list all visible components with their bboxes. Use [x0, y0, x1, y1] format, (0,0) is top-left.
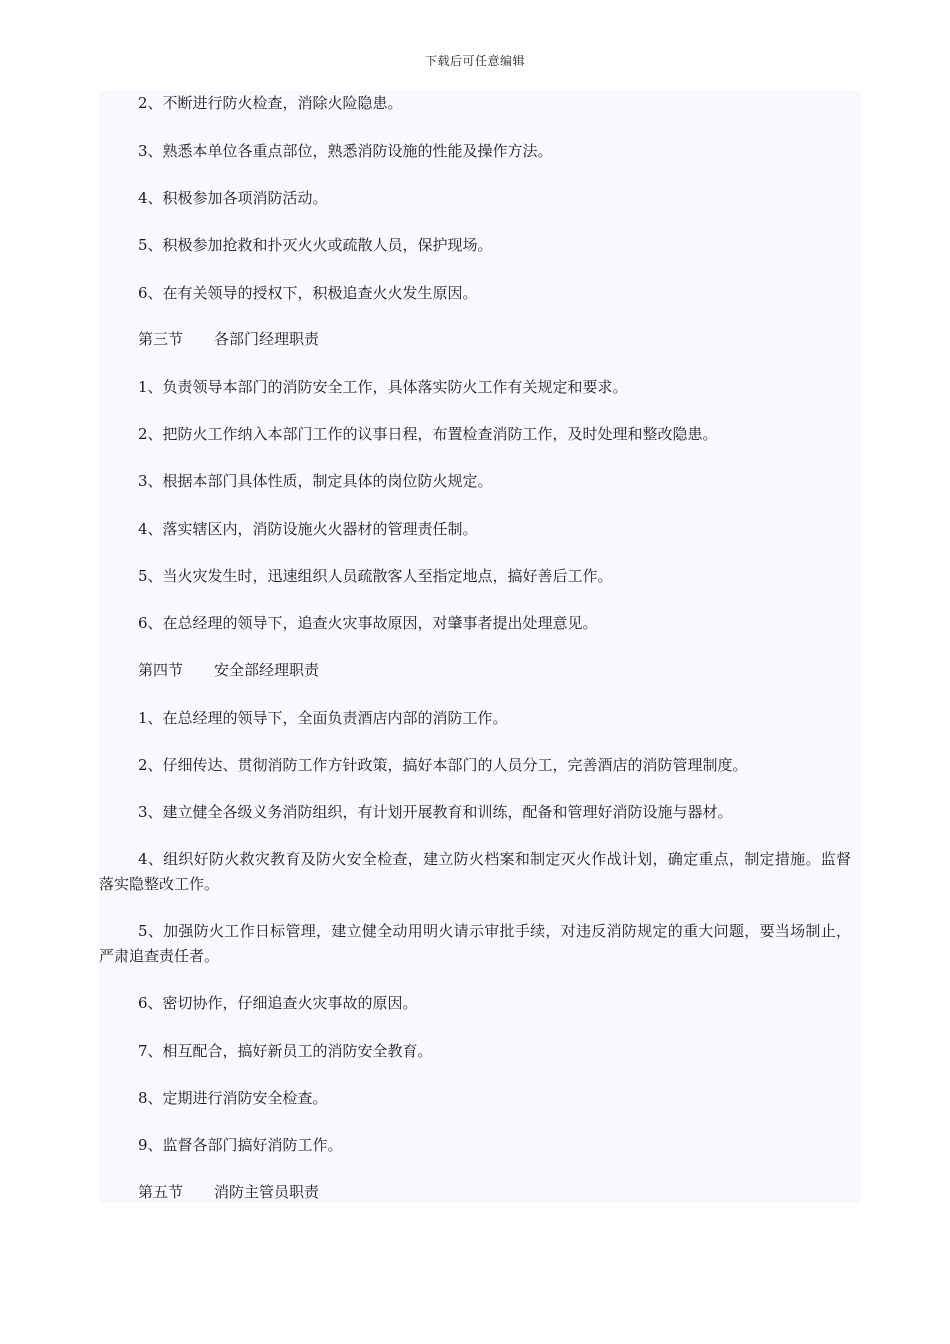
list-item: 9、监督各部门搞好消防工作。 [138, 1136, 343, 1154]
section-title: 消防主管员职责 [214, 1183, 320, 1201]
list-item: 8、定期进行消防安全检查。 [138, 1089, 328, 1107]
list-item: 2、把防火工作纳入本部门工作的议事日程，布置检查消防工作，及时处理和整改隐患。 [138, 425, 718, 443]
list-item: 6、密切协作，仔细追查火灾事故的原因。 [138, 994, 418, 1012]
paragraph: 6、在有关领导的授权下，积极追查火火发生原因。 [138, 284, 478, 302]
list-item: 7、相互配合，搞好新员工的消防安全教育。 [138, 1042, 433, 1060]
list-item: 4、落实辖区内，消防设施火火器材的管理责任制。 [138, 520, 478, 538]
section-title: 安全部经理职责 [214, 661, 320, 679]
paragraph: 3、熟悉本单位各重点部位，熟悉消防设施的性能及操作方法。 [138, 142, 553, 160]
section-heading-4 [138, 658, 319, 682]
paragraph: 2、不断进行防火检查，消除火险隐患。 [138, 94, 403, 112]
list-item: 6、在总经理的领导下，追查火灾事故原因，对肇事者提出处理意见。 [138, 614, 598, 632]
section-number: 第三节 [138, 330, 184, 348]
list-item: 3、建立健全各级义务消防组织，有计划开展教育和训练，配备和管理好消防设施与器材。 [138, 803, 733, 821]
list-item: 5、加强防火工作日标管理，建立健全动用明火请示审批手续，对违反消防规定的重大问题，要当场制止，严肃追查责任者。 [99, 922, 851, 965]
paragraph: 5、积极参加抢救和扑灭火火或疏散人员，保护现场。 [138, 236, 493, 254]
list-item: 1、负责领导本部门的消防安全工作，具体落实防火工作有关规定和要求。 [138, 378, 628, 396]
list-item: 2、仔细传达、贯彻消防工作方针政策，搞好本部门的人员分工，完善酒店的消防管理制度。 [138, 756, 748, 774]
document-body [99, 91, 861, 1203]
list-item: 4、组织好防火救灾教育及防火安全检查，建立防火档案和制定灭火作战计划，确定重点，制定措施。监督落实隐整改工作。 [99, 850, 851, 893]
section-title: 各部门经理职责 [214, 330, 320, 348]
list-item: 1、在总经理的领导下，全面负责酒店内部的消防工作。 [138, 709, 508, 727]
page-header-note: 下载后可任意编辑 [424, 54, 525, 68]
section-number: 第五节 [138, 1183, 184, 1201]
section-heading-3 [138, 327, 319, 351]
paragraph: 4、积极参加各项消防活动。 [138, 189, 328, 207]
section-heading-5 [138, 1180, 319, 1204]
list-item: 5、当火灾发生时，迅速组织人员疏散客人至指定地点，搞好善后工作。 [138, 567, 613, 585]
list-item: 3、根据本部门具体性质，制定具体的岗位防火规定。 [138, 472, 493, 490]
section-number: 第四节 [138, 661, 184, 679]
